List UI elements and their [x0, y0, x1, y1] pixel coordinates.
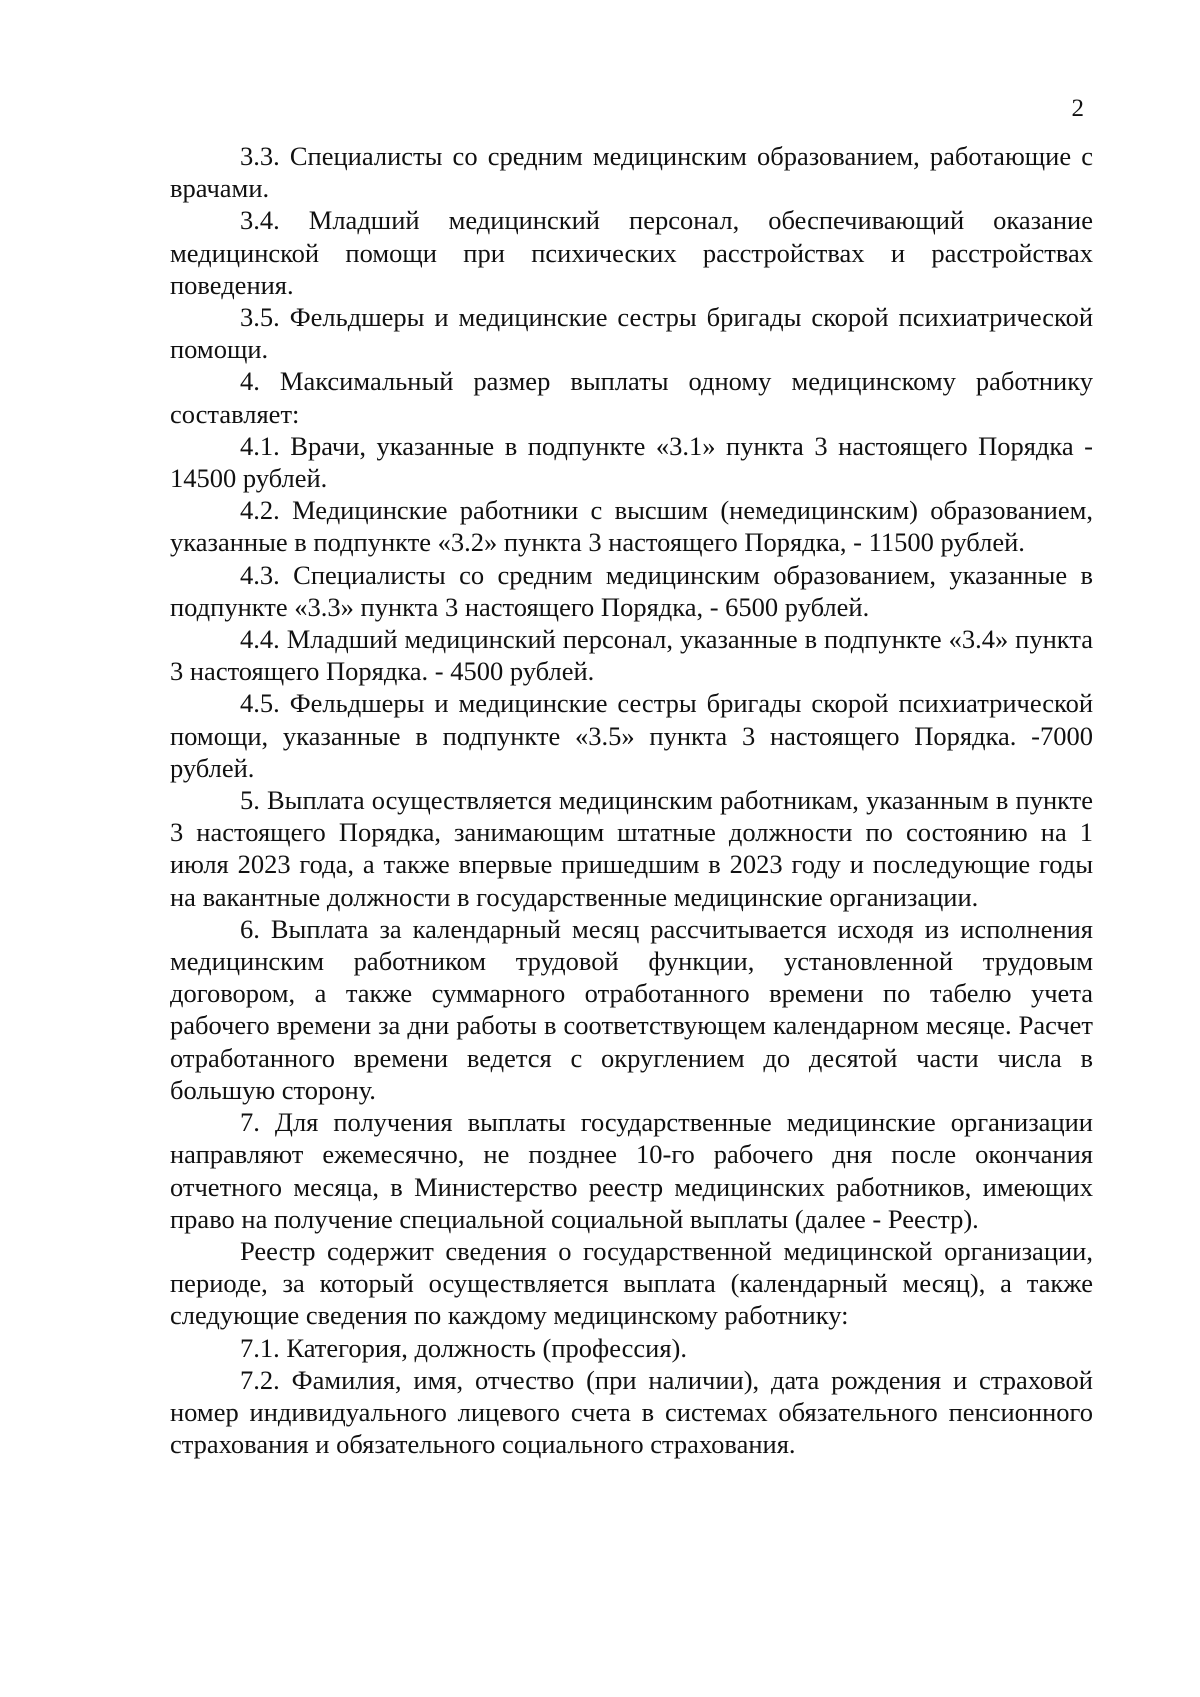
paragraph-4-4: 4.4. Младший медицинский персонал, указанные в подпункте «3.4» пункта 3 настоящего Порядка. - 4500 рублей. [170, 624, 1093, 687]
paragraph-4-2: 4.2. Медицинские работники с высшим (немедицинским) образованием, указанные в подпункте «3.2» пункта 3 настоящего Порядка, - 11500 рублей. [170, 495, 1093, 558]
page-number: 2 [1071, 95, 1084, 122]
paragraph-3-4: 3.4. Младший медицинский персонал, обеспечивающий оказание медицинской помощи при психических расстройствах и расстройствах поведения. [170, 205, 1093, 300]
paragraph-registry: Реестр содержит сведения о государственной медицинской организации, периоде, за который осуществляется выплата (календарный месяц), а также следующие сведения по каждому медицинскому работнику: [170, 1235, 1093, 1331]
paragraph-4-5: 4.5. Фельдшеры и медицинские сестры бригады скорой психиатрической помощи, указанные в подпункте «3.5» пункта 3 настоящего Порядка. -7000 рублей. [170, 688, 1093, 783]
paragraph-7: 7. Для получения выплаты государственные медицинские организации направляют ежемесячно, не позднее 10-го рабочего дня после окончания отчетного месяца, в Министерство реестр медицинских работников, имеющих право на получение специальной социальной выплаты (далее - Реестр). [170, 1107, 1093, 1234]
paragraph-4-1: 4.1. Врачи, указанные в подпункте «3.1» пункта 3 настоящего Порядка - 14500 рублей. [170, 430, 1093, 494]
paragraph-7-2: 7.2. Фамилия, имя, отчество (при наличии), дата рождения и страховой номер индивидуального лицевого счета в системах обязательного пенсионного страхования и обязательного социального страхования. [170, 1364, 1093, 1460]
paragraph-5: 5. Выплата осуществляется медицинским работникам, указанным в пункте 3 настоящего Порядка, занимающим штатные должности по состоянию на 1 июля 2023 года, а также впервые пришедшим в 2023 году и последующие годы на вакантные должности в государственные медицинские организации. [170, 785, 1093, 912]
paragraph-4: 4. Максимальный размер выплаты одному медицинскому работнику составляет: [170, 366, 1093, 429]
paragraph-3-3: 3.3. Специалисты со средним медицинским образованием, работающие с врачами. [170, 141, 1093, 204]
paragraph-4-3: 4.3. Специалисты со средним медицинским образованием, указанные в подпункте «3.3» пункта 3 настоящего Порядка, - 6500 рублей. [170, 559, 1093, 622]
paragraph-6: 6. Выплата за календарный месяц рассчитывается исходя из исполнения медицинским работником трудовой функции, установленной трудовым договором, а также суммарного отработанного времени по табелю учета рабочего времени за дни работы в соответствующем календарном месяце. Расчет отработанного времени ведется с округлением до десятой части числа в большую сторону. [170, 913, 1093, 1105]
document-body [170, 140, 1093, 1460]
paragraph-3-5: 3.5. Фельдшеры и медицинские сестры бригады скорой психиатрической помощи. [170, 302, 1093, 365]
paragraph-7-1: 7.1. Категория, должность (профессия). [240, 1332, 687, 1363]
